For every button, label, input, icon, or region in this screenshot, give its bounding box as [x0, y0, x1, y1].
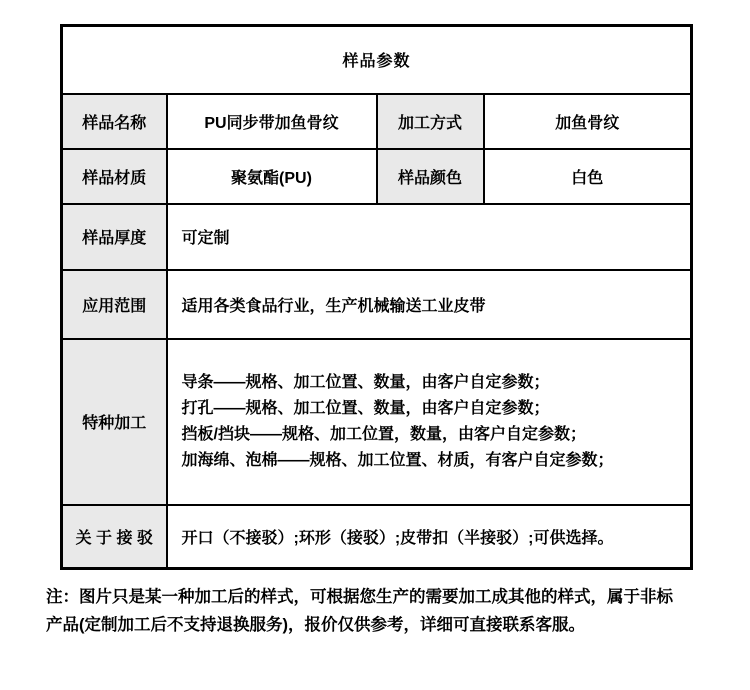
sample-parameters-table: [60, 24, 693, 570]
label-sample-color: 样品颜色: [377, 149, 484, 204]
footer-note: [46, 583, 716, 639]
table-row: [62, 270, 692, 339]
label-application-range: 应用范围: [62, 270, 167, 339]
label-special-processing: 特种加工: [62, 339, 167, 505]
value-application-range: 适用各类食品行业，生产机械输送工业皮带: [167, 270, 692, 339]
special-processing-line-guides: 导条——规格、加工位置、数量，由客户自定参数；: [181, 373, 550, 391]
page-title: 样品参数: [62, 26, 692, 94]
table-row: [62, 149, 692, 204]
table-row: [62, 339, 692, 505]
table-row: [62, 505, 692, 569]
value-about-splicing: 开口（不接驳）;环形（接驳）;皮带扣（半接驳）;可供选择。: [167, 505, 692, 569]
special-processing-line-baffles: 挡板/挡块——规格、加工位置，数量，由客户自定参数；: [181, 425, 586, 443]
footer-note-line-1: 注：图片只是某一种加工后的样式，可根据您生产的需要加工成其他的样式，属于非标: [46, 588, 673, 606]
value-sample-thickness: 可定制: [167, 204, 692, 270]
value-sample-color: 白色: [484, 149, 692, 204]
special-processing-line-foam: 加海绵、泡棉——规格、加工位置、材质，有客户自定参数；: [181, 451, 614, 469]
value-processing-method: 加鱼骨纹: [484, 94, 692, 149]
label-sample-material: 样品材质: [62, 149, 167, 204]
label-processing-method: 加工方式: [377, 94, 484, 149]
table-row: [62, 204, 692, 270]
table-title-row: [62, 26, 692, 94]
label-about-splicing: 关 于 接 驳: [62, 505, 167, 569]
footer-note-line-2: 产品(定制加工后不支持退换服务)，报价仅供参考，详细可直接联系客服。: [46, 616, 585, 634]
value-special-processing: [167, 339, 692, 505]
label-sample-thickness: 样品厚度: [62, 204, 167, 270]
table-row: [62, 94, 692, 149]
value-sample-name: PU同步带加鱼骨纹: [167, 94, 377, 149]
label-sample-name: 样品名称: [62, 94, 167, 149]
special-processing-line-punching: 打孔——规格、加工位置、数量，由客户自定参数；: [181, 399, 550, 417]
value-sample-material: 聚氨酯(PU): [167, 149, 377, 204]
